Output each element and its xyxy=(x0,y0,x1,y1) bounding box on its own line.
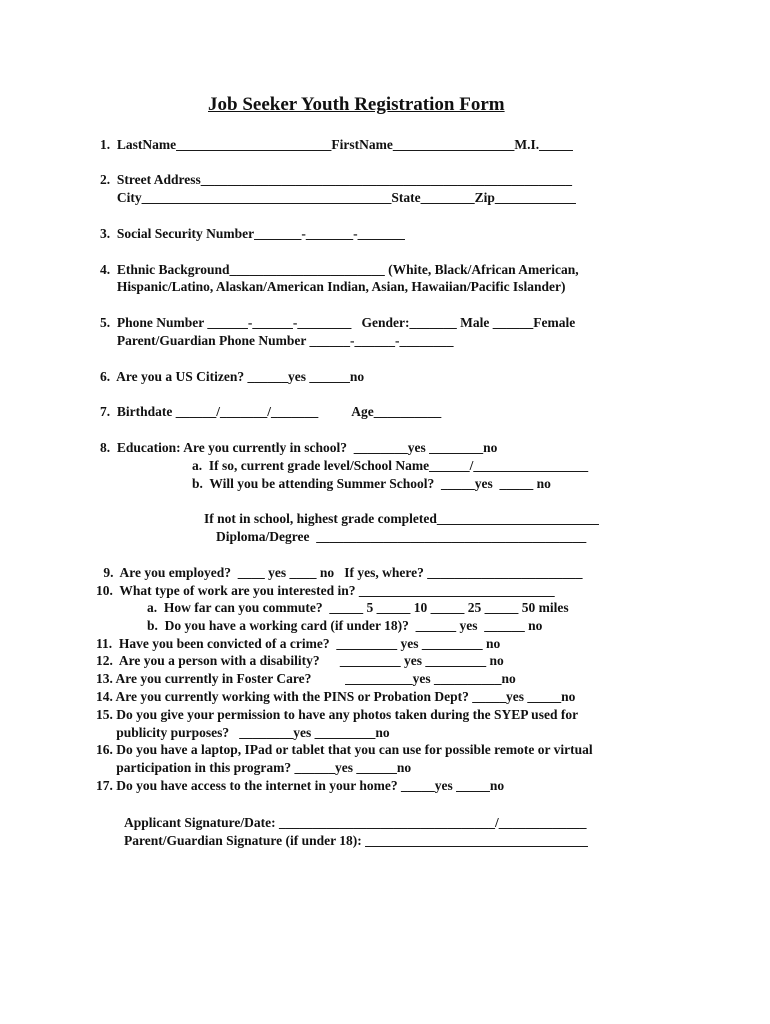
participation-line: participation in this program? ______yes ______no xyxy=(96,760,412,775)
applicant-signature-line: Applicant Signature/Date: ________________________________/_____________ xyxy=(124,815,587,830)
commute-line: a. How far can you commute? _____ 5 _____ 10 _____ 25 _____ 50 miles xyxy=(147,600,569,615)
diploma-line: Diploma/Degree ________________________________________ xyxy=(216,529,587,544)
photo-permission-line: 15. Do you give your permission to have any photos taken during the SYEP used for xyxy=(96,707,579,722)
disability-line: 12. Are you a person with a disability? _________ yes _________ no xyxy=(96,653,504,668)
publicity-line: publicity purposes? ________yes _________no xyxy=(96,725,390,740)
grade-level-line: a. If so, current grade level/School Name______/_________________ xyxy=(192,458,589,473)
foster-care-line: 13. Are you currently in Foster Care? __________yes __________no xyxy=(96,671,516,686)
summer-school-line: b. Will you be attending Summer School? _____yes _____ no xyxy=(192,476,551,491)
highest-grade-line: If not in school, highest grade completed________________________ xyxy=(204,511,599,526)
birthdate-age-line: 7. Birthdate ______/_______/_______ Age__________ xyxy=(100,404,442,419)
education-line: 8. Education: Are you currently in school? ________yes ________no xyxy=(100,440,498,455)
city-state-zip-line: City_____________________________________State________Zip____________ xyxy=(100,190,576,205)
form-title: Job Seeker Youth Registration Form xyxy=(208,94,505,115)
crime-line: 11. Have you been convicted of a crime? _________ yes _________ no xyxy=(96,636,501,651)
pins-probation-line: 14. Are you currently working with the PINS or Probation Dept? _____yes _____no xyxy=(96,689,576,704)
us-citizen-line: 6. Are you a US Citizen? ______yes ______no xyxy=(100,369,365,384)
lastname-firstname-mi-line: 1. LastName_______________________FirstName__________________M.I._____ xyxy=(100,137,573,152)
ethnic-options-line: Hispanic/Latino, Alaskan/American Indian, Asian, Hawaiian/Pacific Islander) xyxy=(100,279,566,294)
employed-line: 9. Are you employed? ____ yes ____ no If yes, where? _______________________ xyxy=(100,565,583,580)
guardian-signature-line: Parent/Guardian Signature (if under 18): _________________________________ xyxy=(124,833,588,848)
ssn-line: 3. Social Security Number_______-_______-_______ xyxy=(100,226,405,241)
laptop-line: 16. Do you have a laptop, IPad or tablet that you can use for possible remote or virtual xyxy=(96,742,593,757)
working-card-line: b. Do you have a working card (if under 18)? ______ yes ______ no xyxy=(147,618,543,633)
ethnic-background-line: 4. Ethnic Background_______________________ (White, Black/African American, xyxy=(100,262,579,277)
internet-access-line: 17. Do you have access to the internet in your home? _____yes _____no xyxy=(96,778,505,793)
work-interest-line: 10. What type of work are you interested in? _____________________________ xyxy=(96,583,555,598)
phone-gender-line: 5. Phone Number ______-______-________ Gender:_______ Male ______Female xyxy=(100,315,576,330)
guardian-phone-line: Parent/Guardian Phone Number ______-______-________ xyxy=(100,333,454,348)
street-address-line: 2. Street Address_______________________________________________________ xyxy=(100,172,572,187)
